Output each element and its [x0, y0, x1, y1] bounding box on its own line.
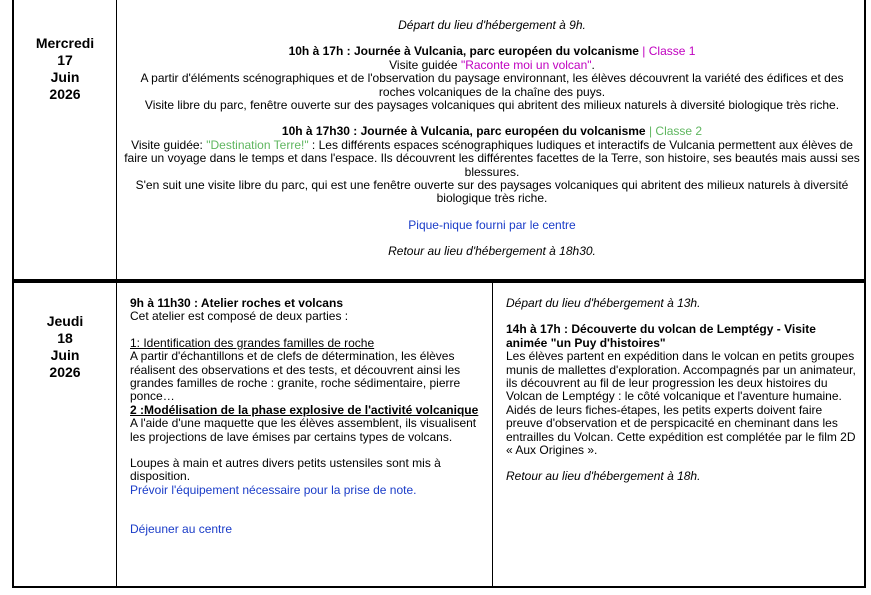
class1-guided-visit — [122, 59, 862, 72]
class1-guided-prefix: Visite guidée — [389, 57, 461, 72]
workshop-tools: Loupes à main et autres divers petits ustensiles sont mis à disposition. — [130, 456, 441, 484]
class2-guided-title: "Destination Terre!" — [206, 137, 309, 152]
class1-guided-title: "Raconte moi un volcan" — [460, 57, 592, 72]
wednesday-departure: Départ du lieu d'hébergement à 9h. — [398, 18, 586, 32]
lemptegy-heading: 14h à 17h : Découverte du volcan de Lemptégy - Visite animée "un Puy d'histoires" — [506, 322, 816, 350]
class2-separator: | — [645, 124, 656, 139]
class2-heading — [122, 125, 862, 138]
wednesday-day-name: Mercredi — [35, 35, 95, 51]
workshop-heading: 9h à 11h30 : Atelier roches et volcans — [130, 296, 343, 310]
class1-description: A partir d'éléments scénographiques et de l'observation du paysage environnant, les élèves découvrent la variété des édifices et des roches volcaniques de la chaîne des puys. — [140, 71, 844, 99]
class1-tag: Classe 1 — [648, 44, 696, 59]
part1-description: A partir d'échantillons et de clefs de détermination, les élèves réalisent des observations et des tests, et découvrent ainsi les grandes familles de roche : granite, roche sédimentaire, pierre ponce… — [130, 349, 461, 404]
workshop-intro: Cet atelier est composé de deux parties : — [130, 309, 349, 324]
row-divider — [12, 279, 866, 283]
wednesday-year: 2026 — [49, 86, 81, 102]
thursday-year: 2026 — [49, 364, 81, 380]
lemptegy-description: Les élèves partent en expédition dans le volcan en petits groupes munis de mallettes d'exploration. Accompagnés par un animateur, ils découvrent au fil de leur progression les deux histoires du Volcan de Lemptégy : le côté volcanique et l'aventure humaine. Aidés de leurs fiches-étapes, les petits experts doivent faire preuve d'observation et de perspicacité en cheminant dans les entrailles du Volcan. Cette expédition est complétée par le film 2D « Aux Origines ». — [506, 349, 856, 458]
class2-guided-prefix: Visite guidée: — [131, 137, 207, 152]
schedule-table — [12, 0, 866, 588]
thursday-column-divider — [492, 283, 493, 588]
class1-guided-suffix: . — [591, 57, 595, 72]
thursday-afternoon-program — [506, 297, 858, 484]
thursday-day-name: Jeudi — [46, 313, 84, 329]
wednesday-day-number: 17 — [57, 52, 73, 68]
part2-title: 2 :Modélisation de la phase explosive de l'activité volcanique — [130, 402, 479, 417]
class1-free-visit: Visite libre du parc, fenêtre ouverte sur des paysages volcaniques qui abritent des milieux naturels à diversité biologique très riche. — [144, 98, 840, 113]
thursday-date-cell — [14, 313, 116, 381]
afternoon-departure: Départ du lieu d'hébergement à 13h. — [506, 296, 701, 310]
class2-heading-text: 10h à 17h30 : Journée à Vulcania, parc européen du volcanisme — [281, 124, 646, 139]
wednesday-month: Juin — [50, 69, 80, 85]
wednesday-date-cell — [14, 35, 116, 103]
class2-description: : Les différents espaces scénographiques ludiques et interactifs de Vulcania permettent aux élèves de faire un voyage dans le temps et dans l'espace. Ils découvrent les différentes facettes de la Terre, son histoire, ses beautés mais aussi ses blessures. — [124, 137, 860, 179]
table-border-bottom — [12, 586, 866, 588]
class2-tag: Classe 2 — [655, 124, 703, 139]
wednesday-program — [122, 19, 862, 259]
thursday-month: Juin — [50, 347, 80, 363]
thursday-morning-program — [130, 297, 484, 537]
part1-title: 1: Identification des grandes familles de roche — [130, 335, 375, 350]
wednesday-return: Retour au lieu d'hébergement à 18h30. — [388, 244, 596, 259]
class2-free-visit: S'en suit une visite libre du parc, qui est une fenêtre ouverte sur des paysages volcaniques qui abritent des milieux naturels à diversité biologique très riche. — [135, 178, 849, 206]
afternoon-return: Retour au lieu d'hébergement à 18h. — [506, 469, 701, 484]
table-border-right — [864, 0, 866, 588]
part2-description: A l'aide d'une maquette que les élèves assemblent, ils visualisent les projections de lave émises par certains types de volcans. — [130, 416, 477, 444]
class1-heading-text: 10h à 17h : Journée à Vulcania, parc européen du volcanisme — [288, 44, 639, 59]
thursday-day-number: 18 — [57, 330, 73, 346]
day-column-divider — [116, 0, 117, 588]
thursday-lunch: Déjeuner au centre — [130, 522, 233, 537]
wednesday-picnic: Pique-nique fourni par le centre — [408, 217, 576, 232]
note-taking-reminder: Prévoir l'équipement nécessaire pour la prise de note. — [130, 482, 417, 497]
class2-guided-visit — [122, 139, 862, 179]
class1-heading — [122, 45, 862, 58]
class1-separator: | — [638, 44, 649, 59]
